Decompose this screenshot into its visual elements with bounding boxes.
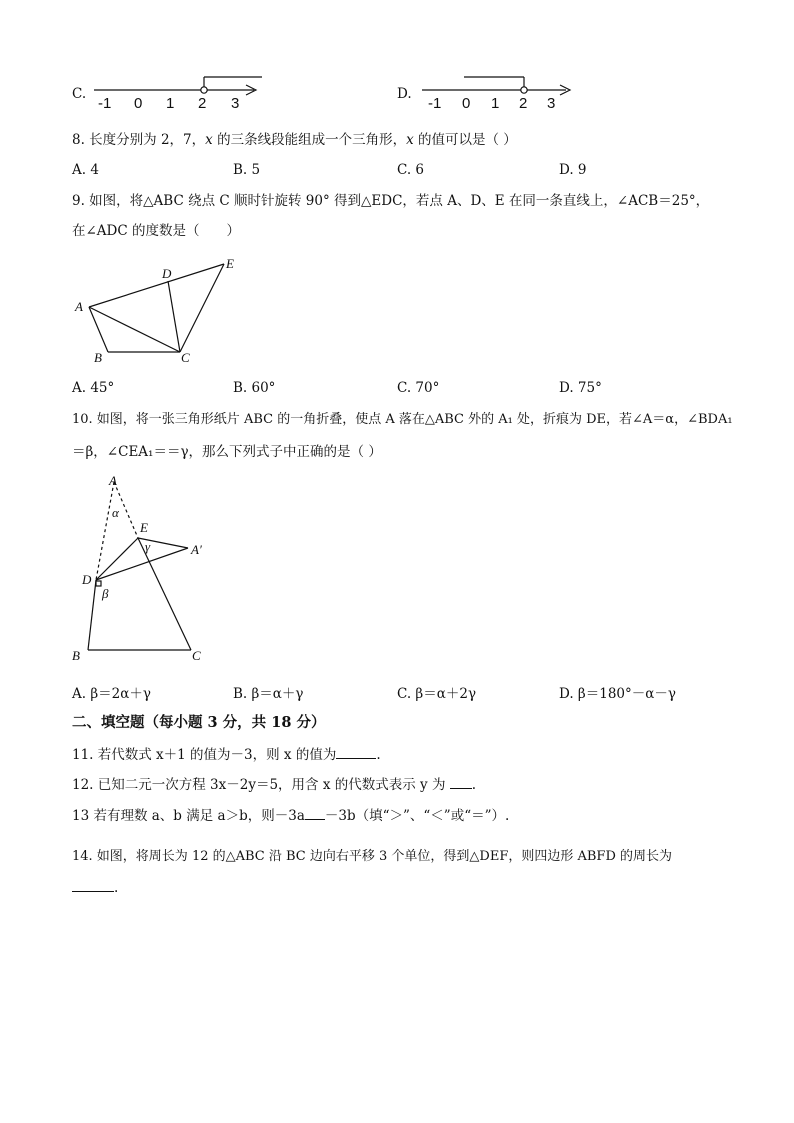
tick-label: 0 — [134, 95, 143, 112]
q8-option-c[interactable]: C. 6 — [397, 162, 425, 178]
tick-label: 1 — [166, 95, 175, 112]
angle-label-alpha: α — [112, 505, 119, 520]
tick-label: -1 — [428, 95, 442, 112]
number-line-option-d — [416, 70, 581, 114]
angle-label-beta: β — [102, 586, 109, 601]
angle-label-gamma: γ — [145, 539, 151, 554]
q14-stem-line1: 14. 如图，将周长为 12 的△ABC 沿 BC 边向右平移 3 个单位，得到△DEF，则四边形 ABFD 的周长为 — [72, 849, 672, 864]
point-label-a: A — [109, 473, 117, 488]
q8-option-d[interactable]: D. 9 — [559, 162, 587, 178]
q10-stem-line1: 10. 如图，将一张三角形纸片 ABC 的一角折叠，使点 A 落在△ABC 外的 A₁ 处，折痕为 DE，若∠A＝α，∠BDA₁ — [72, 412, 733, 427]
point-label-c: C — [192, 648, 201, 663]
q10-figure — [66, 470, 226, 666]
q13-stem: 13 若有理数 a、b 满足 a＞b，则－3a －3b（填“＞”、“＜”或“＝”）. — [72, 808, 510, 824]
q10-option-a[interactable]: A. β＝2α＋γ — [72, 686, 151, 702]
q10-option-d[interactable]: D. β＝180°－α－γ — [559, 686, 676, 702]
q8-option-a[interactable]: A. 4 — [72, 162, 99, 178]
tick-label: 2 — [198, 95, 207, 112]
q14-stem-line2: . — [72, 878, 118, 897]
q8-stem: 8. 长度分别为 2，7，x 的三条线段能组成一个三角形，x 的值可以是（ ） — [72, 132, 517, 148]
q12-answer-blank[interactable] — [450, 775, 472, 789]
q13-answer-blank[interactable] — [305, 806, 325, 820]
number-line-option-c — [86, 70, 266, 114]
q9-stem-line2: 在∠ADC 的度数是（ ） — [72, 223, 241, 239]
tick-label: 0 — [462, 95, 471, 112]
q12-stem: 12. 已知二元一次方程 3x－2y＝5，用含 x 的代数式表示 y 为 . — [72, 777, 477, 793]
tick-label: -1 — [98, 95, 112, 112]
q9-option-d[interactable]: D. 75° — [559, 380, 602, 396]
tick-label: 1 — [491, 95, 500, 112]
q9-option-c[interactable]: C. 70° — [397, 380, 440, 396]
point-label-c: C — [181, 350, 190, 365]
q10-option-c[interactable]: C. β＝α＋2γ — [397, 686, 477, 702]
tick-label: 3 — [547, 95, 556, 112]
point-label-e: E — [226, 256, 234, 271]
point-label-b: B — [94, 350, 102, 365]
point-label-d: D — [162, 266, 172, 281]
point-label-a: A — [75, 299, 83, 314]
q14-answer-blank[interactable] — [72, 878, 114, 892]
point-label-e: E — [140, 520, 148, 535]
option-c-label: C. — [72, 86, 87, 102]
q8-option-b[interactable]: B. 5 — [233, 162, 261, 178]
point-label-b: B — [72, 648, 80, 663]
q11-stem: 11. 若代数式 x＋1 的值为－3，则 x 的值为 . — [72, 747, 381, 763]
option-d-label: D. — [397, 86, 412, 102]
point-label-d: D — [82, 572, 92, 587]
q9-stem-line1: 9. 如图，将△ABC 绕点 C 顺时针旋转 90° 得到△EDC，若点 A、D、E 在同一条直线上，∠ACB＝25°， — [72, 193, 710, 209]
q9-figure — [70, 252, 250, 370]
q10-stem-line2: ＝β，∠CEA₁＝＝γ，那么下列式子中正确的是（ ） — [72, 444, 382, 460]
tick-label: 2 — [519, 95, 528, 112]
point-label-a-prime: A′ — [191, 542, 202, 557]
q9-option-b[interactable]: B. 60° — [233, 380, 276, 396]
q10-option-b[interactable]: B. β＝α＋γ — [233, 686, 304, 702]
section-heading-fill-in: 二、填空题（每小题 3 分，共 18 分） — [72, 714, 326, 731]
tick-label: 3 — [231, 95, 240, 112]
q9-option-a[interactable]: A. 45° — [72, 380, 115, 396]
q11-answer-blank[interactable] — [336, 745, 376, 759]
